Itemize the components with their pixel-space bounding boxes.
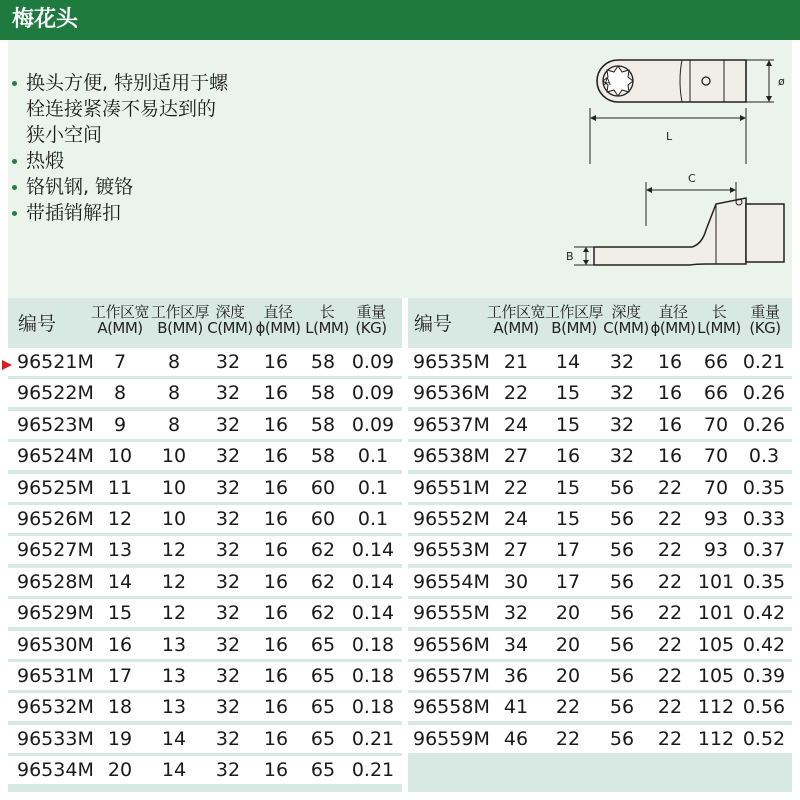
cell-length: 70 xyxy=(703,445,729,468)
cell-depth: 32 xyxy=(609,445,635,468)
col-header-depth xyxy=(600,304,652,336)
table-row xyxy=(408,725,792,753)
cell-width: 9 xyxy=(113,413,127,436)
col-header-unit: L(MM) xyxy=(305,319,349,337)
cell-length: 105 xyxy=(697,665,735,687)
cell-code: 96530M xyxy=(17,633,94,656)
table-row xyxy=(408,348,792,376)
cell-diameter: 22 xyxy=(657,476,683,499)
cell-depth: 56 xyxy=(609,633,635,656)
cell-weight: 0.52 xyxy=(742,727,786,750)
cell-code: 96557M xyxy=(413,665,490,687)
cell-length: 93 xyxy=(703,539,729,562)
col-header-label: 深度 xyxy=(611,303,641,321)
cell-length: 101 xyxy=(697,570,735,593)
cell-thickness: 15 xyxy=(555,508,581,530)
col-header-thickness xyxy=(544,304,604,336)
col-header-label: 工作区宽 xyxy=(90,303,149,321)
cell-width: 27 xyxy=(503,445,529,468)
feature-item xyxy=(26,200,121,226)
cell-thickness: 8 xyxy=(167,382,181,405)
col-header-unit: A(MM) xyxy=(97,319,143,337)
cell-diameter: 22 xyxy=(657,696,683,719)
cell-thickness: 13 xyxy=(161,665,187,687)
cell-code: 96536M xyxy=(413,382,490,405)
cell-thickness: 20 xyxy=(555,602,581,625)
col-header-label: 直径 xyxy=(658,303,688,321)
cell-depth: 56 xyxy=(609,665,635,687)
cell-code: 96523M xyxy=(17,413,94,436)
cell-width: 15 xyxy=(107,602,133,625)
cell-diameter: 16 xyxy=(263,633,289,656)
dim-label-l: L xyxy=(666,130,673,143)
cell-thickness: 14 xyxy=(555,351,581,373)
feature-item xyxy=(26,70,228,148)
cell-weight: 0.14 xyxy=(351,539,395,562)
cell-code: 96554M xyxy=(413,570,490,593)
cell-depth: 56 xyxy=(609,570,635,593)
cell-depth: 32 xyxy=(215,539,241,562)
feature-line: 栓连接紧凑不易达到的 xyxy=(26,98,217,120)
cell-code: 96558M xyxy=(413,696,490,719)
cell-length: 105 xyxy=(697,633,735,656)
table-row xyxy=(408,379,792,407)
cell-weight: 0.26 xyxy=(742,382,786,405)
feature-line: 热煅 xyxy=(26,150,65,172)
cell-depth: 32 xyxy=(609,413,635,436)
col-header-diameter xyxy=(648,304,698,336)
col-header-label: 直径 xyxy=(263,303,293,321)
table-row xyxy=(8,474,402,502)
table-row xyxy=(408,599,792,627)
table-row xyxy=(408,442,792,470)
cell-depth: 32 xyxy=(609,351,635,373)
cell-length: 101 xyxy=(697,602,735,625)
page-title: 梅花头 xyxy=(12,7,79,32)
col-header-label: 工作区厚 xyxy=(544,303,603,321)
cell-width: 10 xyxy=(107,445,133,468)
cell-diameter: 16 xyxy=(263,602,289,625)
col-header-diameter xyxy=(253,304,303,336)
table-row xyxy=(8,348,402,376)
cell-width: 19 xyxy=(107,727,133,750)
cell-depth: 56 xyxy=(609,476,635,499)
feature-item xyxy=(26,148,64,174)
col-header-width xyxy=(482,304,550,336)
feature-item xyxy=(26,174,133,200)
col-header-weight xyxy=(348,304,394,336)
cell-code: 96559M xyxy=(413,727,490,750)
cell-diameter: 22 xyxy=(657,633,683,656)
cell-weight: 0.1 xyxy=(357,445,389,468)
col-header-unit: C(MM) xyxy=(207,319,253,337)
cell-width: 24 xyxy=(503,508,529,530)
cell-weight: 0.42 xyxy=(742,602,786,625)
table-row xyxy=(8,725,402,753)
cell-diameter: 22 xyxy=(657,570,683,593)
table-row xyxy=(408,631,792,659)
table-row xyxy=(408,568,792,596)
cell-weight: 0.26 xyxy=(742,413,786,436)
col-header-label: 深度 xyxy=(215,303,245,321)
cell-depth: 56 xyxy=(609,602,635,625)
col-header-unit: ϕ(MM) xyxy=(650,319,696,337)
cell-length: 65 xyxy=(310,696,336,719)
cell-width: 13 xyxy=(107,539,133,562)
row-pointer-arrow-icon xyxy=(2,360,12,370)
col-header-label: 工作区厚 xyxy=(150,303,209,321)
cell-diameter: 16 xyxy=(263,351,289,373)
cell-code: 96521M xyxy=(17,351,94,373)
dim-label-b: B xyxy=(566,250,574,263)
cell-code: 96535M xyxy=(413,351,490,373)
cell-thickness: 17 xyxy=(555,539,581,562)
cell-diameter: 16 xyxy=(263,665,289,687)
cell-width: 46 xyxy=(503,727,529,750)
cell-thickness: 8 xyxy=(167,413,181,436)
spec-table-right xyxy=(408,298,792,792)
feature-line: 铬钒钢, 镀铬 xyxy=(26,176,134,198)
cell-weight: 0.1 xyxy=(357,508,389,530)
cell-width: 11 xyxy=(107,476,133,499)
cell-depth: 56 xyxy=(609,696,635,719)
cell-weight: 0.21 xyxy=(351,759,395,782)
cell-code: 96538M xyxy=(413,445,490,468)
table-row xyxy=(8,631,402,659)
table-row xyxy=(408,662,792,690)
cell-length: 112 xyxy=(697,696,735,719)
cell-weight: 0.14 xyxy=(351,570,395,593)
col-header-label: 工作区宽 xyxy=(486,303,545,321)
col-header-unit: (KG) xyxy=(749,319,781,337)
cell-code: 96537M xyxy=(413,413,490,436)
cell-length: 60 xyxy=(310,508,336,530)
cell-depth: 32 xyxy=(215,508,241,530)
cell-width: 36 xyxy=(503,665,529,687)
table-row xyxy=(408,536,792,564)
feature-panel xyxy=(8,40,792,298)
cell-length: 62 xyxy=(310,539,336,562)
cell-length: 70 xyxy=(703,476,729,499)
cell-weight: 0.09 xyxy=(351,351,395,373)
cell-weight: 0.18 xyxy=(351,696,395,719)
cell-diameter: 22 xyxy=(657,602,683,625)
feature-line: 狭小空间 xyxy=(26,124,103,146)
cell-width: 41 xyxy=(503,696,529,719)
cell-diameter: 16 xyxy=(263,696,289,719)
dim-label-a: A xyxy=(604,77,611,88)
cell-depth: 32 xyxy=(215,602,241,625)
col-header-unit: C(MM) xyxy=(603,319,649,337)
cell-thickness: 17 xyxy=(555,570,581,593)
cell-width: 22 xyxy=(503,476,529,499)
cell-depth: 32 xyxy=(215,727,241,750)
cell-thickness: 13 xyxy=(161,633,187,656)
cell-depth: 32 xyxy=(215,476,241,499)
table-row xyxy=(8,536,402,564)
cell-thickness: 10 xyxy=(161,445,187,468)
cell-thickness: 15 xyxy=(555,382,581,405)
cell-weight: 0.09 xyxy=(351,382,395,405)
cell-length: 65 xyxy=(310,727,336,750)
bullet-dot-icon xyxy=(12,185,17,190)
spec-table-left xyxy=(8,298,402,792)
dim-label-phi: ø xyxy=(778,75,785,88)
cell-weight: 0.14 xyxy=(351,602,395,625)
cell-weight: 0.21 xyxy=(351,727,395,750)
cell-diameter: 16 xyxy=(263,508,289,530)
cell-weight: 0.21 xyxy=(742,351,786,373)
cell-code: 96531M xyxy=(17,665,94,687)
cell-diameter: 22 xyxy=(657,665,683,687)
cell-thickness: 15 xyxy=(555,476,581,499)
cell-length: 58 xyxy=(310,382,336,405)
table-row xyxy=(8,693,402,721)
col-header-unit: (KG) xyxy=(355,319,387,337)
cell-depth: 56 xyxy=(609,727,635,750)
top-view-drawing xyxy=(578,46,792,164)
col-header-label: 重量 xyxy=(750,303,780,321)
cell-weight: 0.1 xyxy=(357,476,389,499)
cell-width: 12 xyxy=(107,508,133,530)
cell-code: 96529M xyxy=(17,602,94,625)
cell-width: 14 xyxy=(107,570,133,593)
table-row xyxy=(8,505,402,533)
table-row xyxy=(8,599,402,627)
cell-thickness: 14 xyxy=(161,727,187,750)
cell-weight: 0.18 xyxy=(351,633,395,656)
cell-depth: 56 xyxy=(609,539,635,562)
cell-width: 20 xyxy=(107,759,133,782)
cell-width: 18 xyxy=(107,696,133,719)
cell-code: 96552M xyxy=(413,508,490,530)
cell-diameter: 16 xyxy=(263,382,289,405)
cell-thickness: 12 xyxy=(161,602,187,625)
cell-diameter: 22 xyxy=(657,539,683,562)
cell-diameter: 16 xyxy=(263,570,289,593)
table-row xyxy=(408,411,792,439)
cell-code: 96533M xyxy=(17,727,94,750)
col-header-unit: B(MM) xyxy=(157,319,203,337)
col-header-label: 长 xyxy=(319,303,335,321)
table-row xyxy=(8,379,402,407)
cell-weight: 0.35 xyxy=(742,570,786,593)
cell-weight: 0.42 xyxy=(742,633,786,656)
col-header-length xyxy=(694,304,744,336)
table-row xyxy=(408,474,792,502)
cell-diameter: 16 xyxy=(657,413,683,436)
bullet-dot-icon xyxy=(12,159,17,164)
col-header-code: 编号 xyxy=(18,313,57,335)
cell-diameter: 16 xyxy=(263,476,289,499)
col-header-unit: A(MM) xyxy=(493,319,539,337)
cell-thickness: 8 xyxy=(167,351,181,373)
table-row xyxy=(408,693,792,721)
cell-code: 96528M xyxy=(17,570,94,593)
cell-length: 66 xyxy=(703,351,729,373)
cell-width: 27 xyxy=(503,539,529,562)
col-header-thickness xyxy=(150,304,210,336)
cell-width: 7 xyxy=(113,351,127,373)
feature-line: 带插销解扣 xyxy=(26,202,122,224)
col-header-length xyxy=(301,304,353,336)
cell-width: 34 xyxy=(503,633,529,656)
cell-diameter: 16 xyxy=(263,727,289,750)
cell-thickness: 16 xyxy=(555,445,581,468)
cell-diameter: 22 xyxy=(657,727,683,750)
cell-length: 60 xyxy=(310,476,336,499)
cell-depth: 32 xyxy=(215,351,241,373)
cell-length: 65 xyxy=(310,633,336,656)
cell-length: 70 xyxy=(703,413,729,436)
cell-depth: 32 xyxy=(215,570,241,593)
cell-weight: 0.56 xyxy=(742,696,786,719)
cell-width: 17 xyxy=(107,665,133,687)
cell-code: 96525M xyxy=(17,476,94,499)
cell-code: 96556M xyxy=(413,633,490,656)
cell-diameter: 16 xyxy=(657,445,683,468)
col-header-label: 重量 xyxy=(356,303,386,321)
cell-depth: 32 xyxy=(215,382,241,405)
cell-length: 112 xyxy=(697,727,735,750)
cell-length: 65 xyxy=(310,759,336,782)
cell-depth: 32 xyxy=(215,665,241,687)
cell-diameter: 16 xyxy=(657,351,683,373)
cell-depth: 32 xyxy=(215,413,241,436)
cell-depth: 56 xyxy=(609,508,635,530)
cell-thickness: 12 xyxy=(161,570,187,593)
cell-length: 65 xyxy=(310,665,336,687)
cell-weight: 0.39 xyxy=(742,665,786,687)
cell-length: 58 xyxy=(310,413,336,436)
cell-diameter: 16 xyxy=(263,445,289,468)
cell-width: 21 xyxy=(503,351,529,373)
col-header-unit: B(MM) xyxy=(551,319,597,337)
cell-thickness: 12 xyxy=(161,539,187,562)
col-header-width xyxy=(86,304,154,336)
cell-width: 22 xyxy=(503,382,529,405)
cell-length: 93 xyxy=(703,508,729,530)
cell-depth: 32 xyxy=(215,759,241,782)
col-header-label: 长 xyxy=(711,303,727,321)
cell-length: 58 xyxy=(310,445,336,468)
cell-length: 62 xyxy=(310,570,336,593)
table-row xyxy=(8,756,402,784)
table-row xyxy=(8,662,402,690)
bullet-dot-icon xyxy=(12,81,17,86)
cell-length: 66 xyxy=(703,382,729,405)
cell-code: 96534M xyxy=(17,759,94,782)
cell-code: 96551M xyxy=(413,476,490,499)
col-header-code: 编号 xyxy=(414,313,453,335)
table-row xyxy=(408,505,792,533)
cell-length: 62 xyxy=(310,602,336,625)
cell-thickness: 14 xyxy=(161,759,187,782)
cell-depth: 32 xyxy=(215,696,241,719)
bullet-dot-icon xyxy=(12,211,17,216)
cell-thickness: 22 xyxy=(555,727,581,750)
cell-diameter: 16 xyxy=(263,759,289,782)
cell-width: 32 xyxy=(503,602,529,625)
table-row xyxy=(8,411,402,439)
side-view-drawing xyxy=(556,168,792,278)
cell-diameter: 16 xyxy=(263,539,289,562)
table-row xyxy=(8,568,402,596)
cell-weight: 0.35 xyxy=(742,476,786,499)
cell-code: 96553M xyxy=(413,539,490,562)
dim-label-c: C xyxy=(688,172,696,185)
cell-width: 8 xyxy=(113,382,127,405)
col-header-weight xyxy=(742,304,788,336)
cell-depth: 32 xyxy=(609,382,635,405)
cell-weight: 0.37 xyxy=(742,539,786,562)
cell-weight: 0.33 xyxy=(742,508,786,530)
cell-thickness: 20 xyxy=(555,665,581,687)
cell-depth: 32 xyxy=(215,445,241,468)
cell-depth: 32 xyxy=(215,633,241,656)
col-header-unit: ϕ(MM) xyxy=(255,319,301,337)
cell-thickness: 10 xyxy=(161,476,187,499)
cell-thickness: 20 xyxy=(555,633,581,656)
cell-length: 58 xyxy=(310,351,336,373)
col-header-depth xyxy=(204,304,256,336)
cell-width: 16 xyxy=(107,633,133,656)
title-bar xyxy=(0,0,800,40)
cell-code: 96524M xyxy=(17,445,94,468)
cell-code: 96526M xyxy=(17,508,94,530)
feature-line: 换头方便, 特别适用于螺 xyxy=(26,72,229,94)
cell-weight: 0.18 xyxy=(351,665,395,687)
cell-diameter: 16 xyxy=(263,413,289,436)
cell-thickness: 15 xyxy=(555,413,581,436)
cell-code: 96527M xyxy=(17,539,94,562)
cell-code: 96532M xyxy=(17,696,94,719)
cell-weight: 0.09 xyxy=(351,413,395,436)
cell-width: 30 xyxy=(503,570,529,593)
cell-code: 96555M xyxy=(413,602,490,625)
cell-thickness: 10 xyxy=(161,508,187,530)
cell-width: 24 xyxy=(503,413,529,436)
cell-diameter: 22 xyxy=(657,508,683,530)
table-row xyxy=(8,442,402,470)
cell-code: 96522M xyxy=(17,382,94,405)
cell-thickness: 13 xyxy=(161,696,187,719)
cell-weight: 0.3 xyxy=(748,445,780,468)
col-header-unit: L(MM) xyxy=(697,319,741,337)
cell-thickness: 22 xyxy=(555,696,581,719)
cell-diameter: 16 xyxy=(657,382,683,405)
